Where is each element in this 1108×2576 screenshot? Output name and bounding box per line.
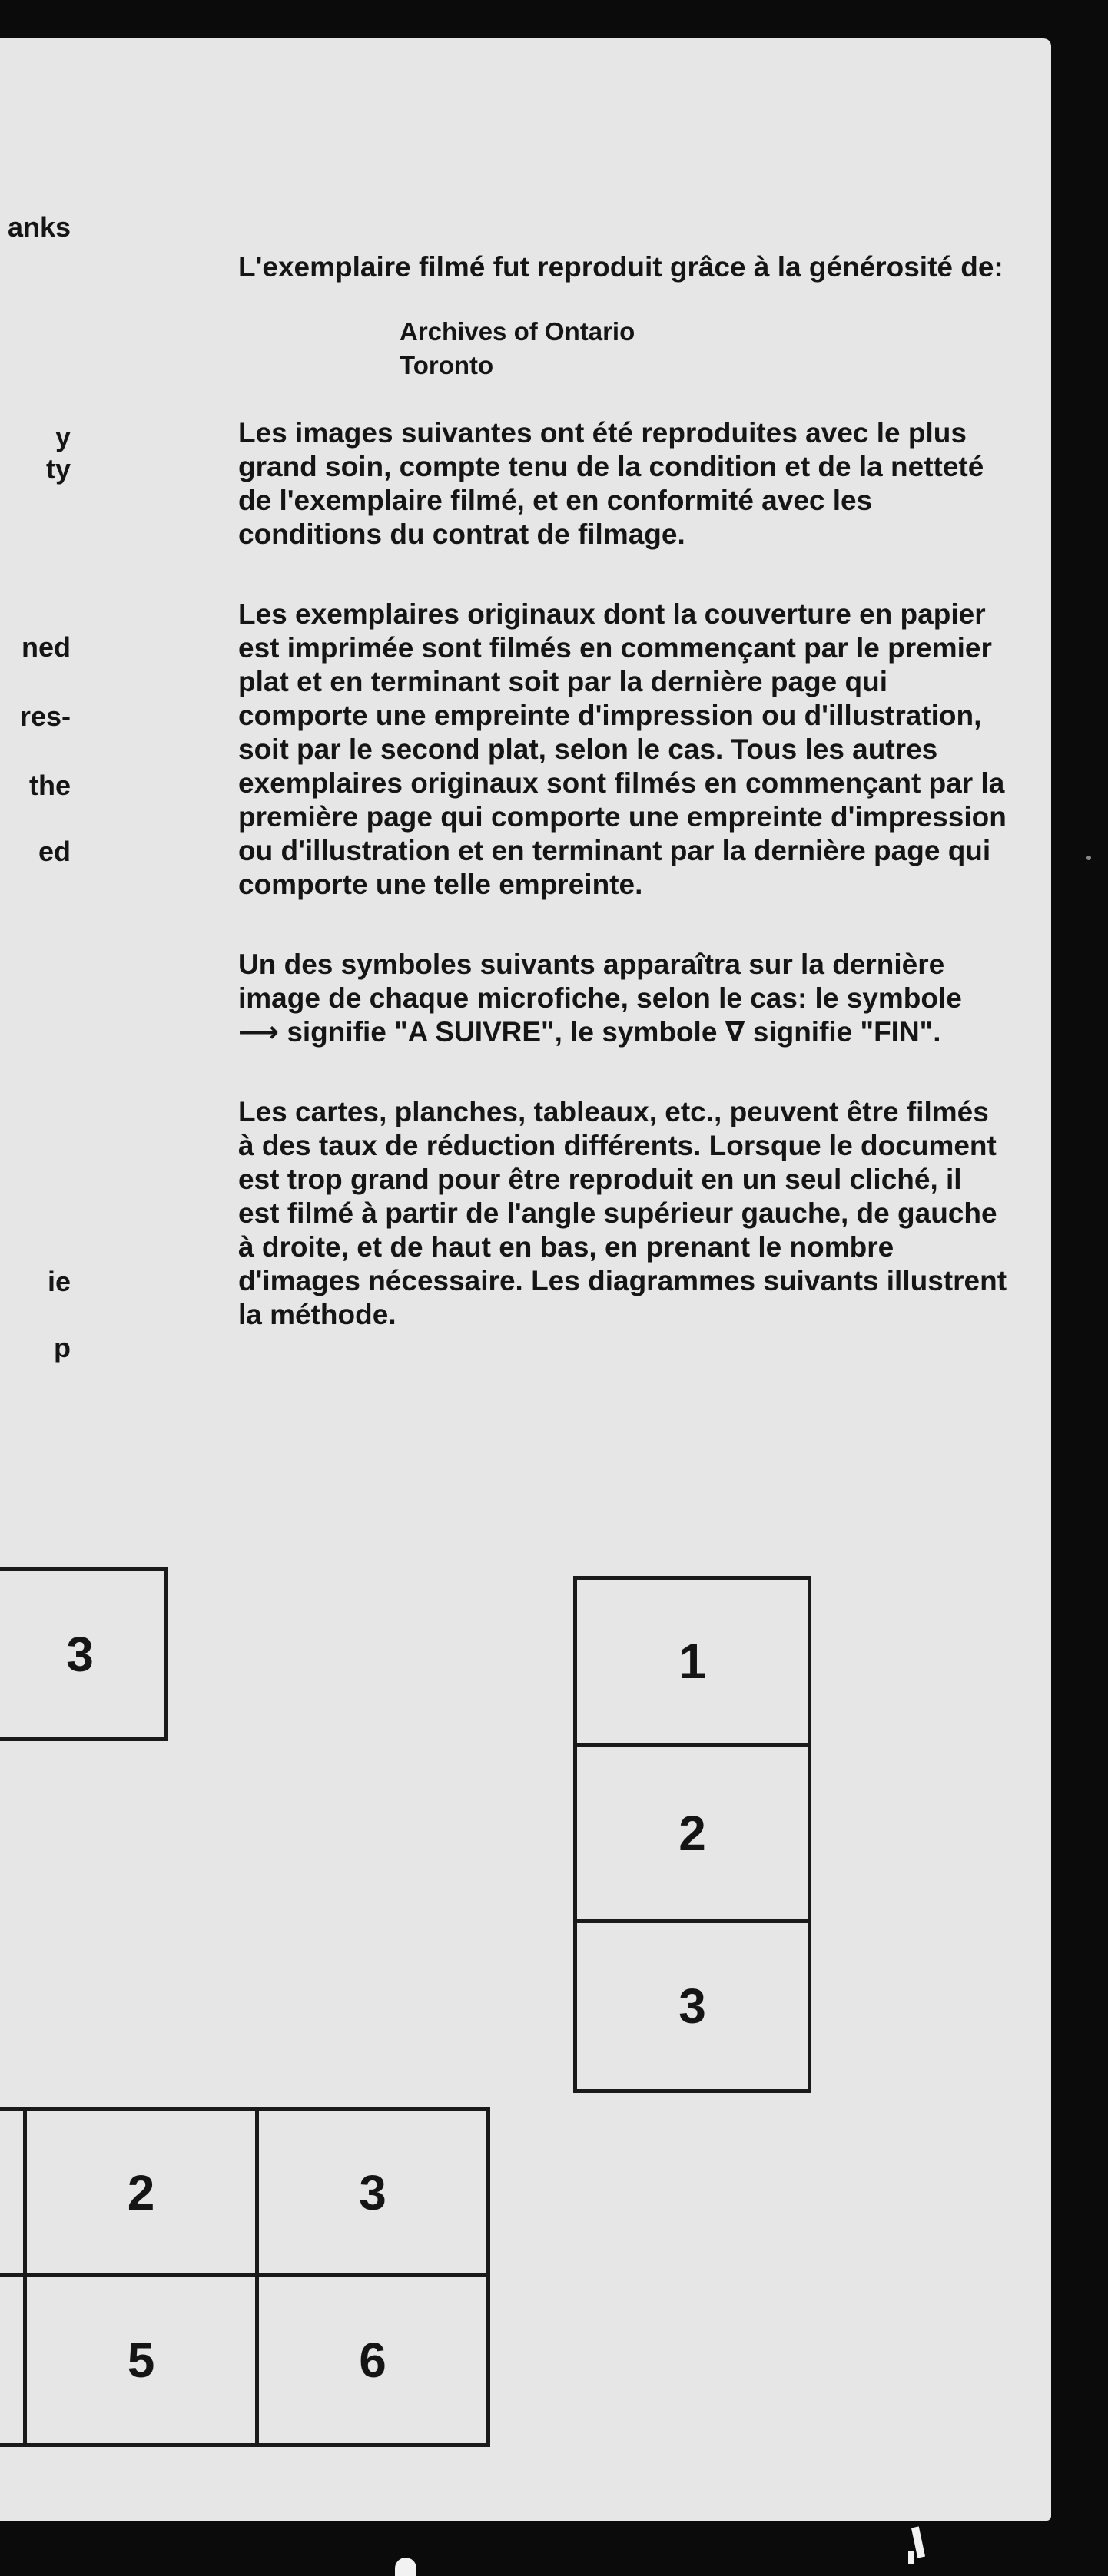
diagram-label: 2 — [127, 2164, 155, 2220]
paragraph-originals: Les exemplaires originaux dont la couverture en papier est imprimée sont filmés en commençant par le premier plat et en terminant soit par la dernière page qui comporte une empreinte d'impression ou d'illustration, soit par le second plat, selon le cas. Tous les autres exemplaires originaux sont filmés en commençant par la première page qui comporte une empreinte d'impression ou d'illustration et en terminant par la dernière page qui comporte une telle empreinte. — [238, 598, 1007, 900]
diagram-label: 3 — [359, 2164, 386, 2220]
archives-city: Toronto — [400, 351, 494, 379]
paragraph-reproduction: Les images suivantes ont été reproduites avec le plus grand soin, compte tenu de la condition et de la netteté de l'exemplaire filmé, et en conformité avec les conditions du contrat de filmage. — [238, 417, 984, 550]
document-page — [0, 38, 1051, 2521]
diagram-vertical-cell-3 — [573, 1919, 811, 2093]
french-notice — [238, 250, 1007, 1378]
diagram-grid-cell-5 — [23, 2273, 259, 2447]
diagram-grid-cell-2 — [23, 2107, 259, 2277]
left-fragment: y — [55, 421, 71, 452]
left-fragment: p — [54, 1332, 71, 1363]
diagram-grid-cell-3 — [255, 2107, 490, 2277]
scan-artifact — [395, 2558, 416, 2576]
paragraph-symbols: Un des symboles suivants apparaîtra sur la dernière image de chaque microfiche, selon le cas: le symbole ⟶ signifie "A SUIVRE", le symbole ∇ signifie "FIN". — [238, 949, 962, 1048]
left-fragment: ed — [38, 836, 71, 867]
left-fragment: anks — [7, 211, 71, 243]
diagram-label: 2 — [678, 1805, 706, 1861]
diagram-vertical-cell-2 — [573, 1743, 811, 1923]
diagram-label: 5 — [127, 2333, 155, 2388]
paragraph-maps: Les cartes, planches, tableaux, etc., peuvent être filmés à des taux de réduction différents. Lorsque le document est trop grand pour être reproduit en un seul cliché, il est filmé à partir de l'angle supérieur gauche, de gauche à droite, et de haut en bas, en prenant le nombre d'images nécessaire. Les diagrammes suivants illustrent la méthode. — [238, 1096, 1007, 1330]
left-fragment: ty — [45, 453, 71, 485]
diagram-label: 3 — [66, 1626, 94, 1682]
left-fragment: the — [29, 770, 71, 801]
left-fragment: ned — [21, 631, 71, 663]
left-fragment: ie — [47, 1266, 71, 1297]
scan-speck — [1086, 856, 1091, 860]
diagram-row-box — [0, 1567, 168, 1741]
diagram-label: 1 — [678, 1634, 706, 1689]
intro-text: L'exemplaire filmé fut reproduit grâce à la générosité de: — [238, 251, 1004, 283]
diagram-label: 3 — [678, 1978, 706, 2034]
scan-artifact — [908, 2551, 914, 2564]
diagram-grid-cell-6 — [255, 2273, 490, 2447]
diagram-vertical-cell-1 — [573, 1576, 811, 1747]
archives-block — [400, 315, 1007, 382]
diagram-label: 6 — [359, 2333, 386, 2388]
archives-name: Archives of Ontario — [400, 317, 635, 346]
left-fragment: res- — [19, 700, 71, 732]
